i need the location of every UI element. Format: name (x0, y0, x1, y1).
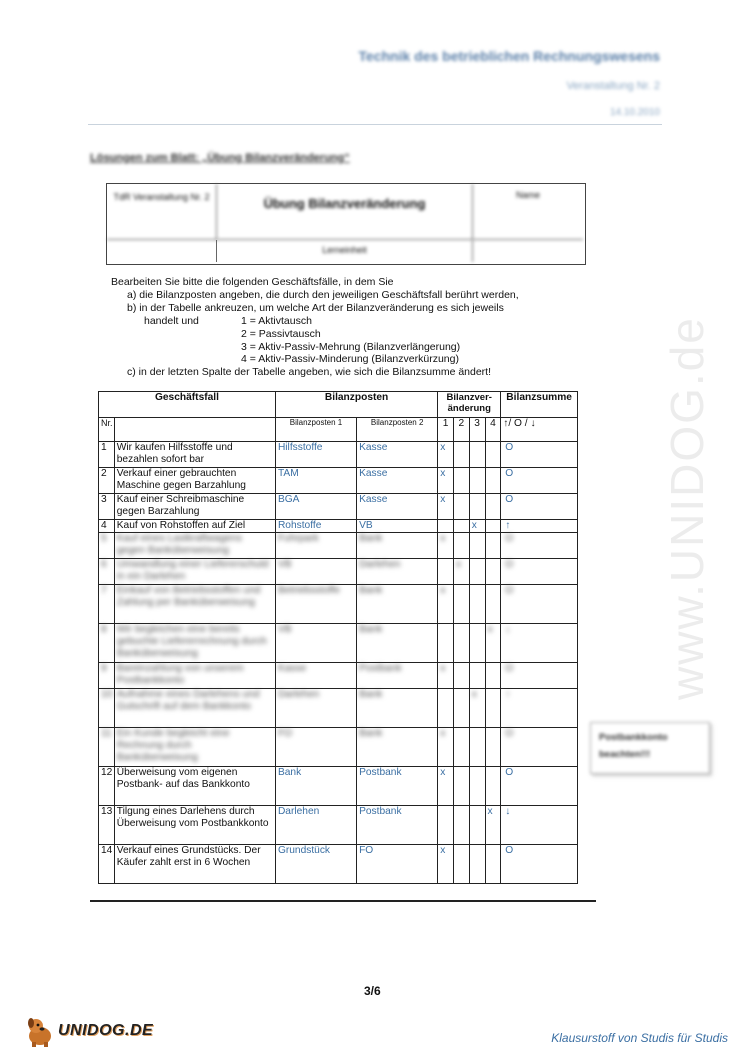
instruction-a: a) die Bilanzposten angeben, die durch den jeweiligen Geschäftsfall berührt werden, (127, 289, 519, 301)
balance-sum-change: O (501, 468, 578, 494)
row-number: 5 (99, 533, 115, 559)
change-type-1: x (438, 585, 454, 624)
table-row (99, 533, 578, 559)
change-type-2 (453, 845, 469, 884)
change-type-4 (485, 559, 501, 585)
balance-item-1: Darlehen (275, 806, 356, 845)
instructions-intro: Bearbeiten Sie bitte die folgenden Geschäftsfälle, in dem Sie (111, 276, 394, 288)
table-row (99, 663, 578, 689)
balance-item-1: Hilfsstoffe (275, 442, 356, 468)
change-type-4 (485, 728, 501, 767)
change-type-2 (453, 767, 469, 806)
header-col-4: 4 (485, 418, 501, 442)
row-number: 13 (99, 806, 115, 845)
change-type-4 (485, 494, 501, 520)
balance-item-2: Kasse (357, 468, 438, 494)
row-number: 8 (99, 624, 115, 663)
table-row (99, 494, 578, 520)
header-balance-items: Bilanzposten (275, 392, 437, 418)
balance-sum-change: ↑ (501, 689, 578, 728)
balance-item-1: Darlehen (275, 689, 356, 728)
business-case-text: Bareinzahlung von unserem Postbankkonto (114, 663, 275, 689)
header-sum-symbols: ↑/ O / ↓ (501, 418, 578, 442)
change-type-3 (469, 585, 485, 624)
balance-item-2: Bank (357, 689, 438, 728)
change-type-2 (453, 520, 469, 533)
change-type-4 (485, 468, 501, 494)
header-divider (88, 124, 662, 125)
table-row (99, 845, 578, 884)
change-type-1 (438, 624, 454, 663)
note-line-2: beachten!!! (599, 749, 651, 760)
table-row (99, 767, 578, 806)
change-type-1: x (438, 442, 454, 468)
page-number: 3/6 (364, 984, 381, 998)
instructions (111, 276, 581, 380)
empty-cell (473, 240, 583, 262)
business-case-text: Kauf von Rohstoffen auf Ziel (114, 520, 275, 533)
business-case-text: Ein Kunde begleicht eine Rechnung durch Banküberweisung (114, 728, 275, 767)
balance-sum-change: O (501, 663, 578, 689)
table-row (99, 520, 578, 533)
business-case-text: Kauf einer Schreibmaschine gegen Barzahlung (114, 494, 275, 520)
logo-text: UNIDOG.DE (58, 1022, 154, 1039)
change-type-3 (469, 845, 485, 884)
balance-item-2: FO (357, 845, 438, 884)
business-case-text: Wir kaufen Hilfsstoffe und bezahlen sofort bar (114, 442, 275, 468)
option-2: 2 = Passivtausch (241, 328, 321, 340)
change-type-3 (469, 533, 485, 559)
header-bp1: Bilanzposten 1 (275, 418, 356, 442)
change-type-3 (469, 468, 485, 494)
balance-sum-change: ↓ (501, 624, 578, 663)
change-type-2 (453, 624, 469, 663)
change-type-3 (469, 728, 485, 767)
balance-sum-change: O (501, 559, 578, 585)
document-date: 14.10.2010 (609, 107, 660, 118)
balance-item-2: Bank (357, 585, 438, 624)
watermark: www.UNIDOG.de (661, 316, 713, 700)
change-type-2 (453, 468, 469, 494)
change-type-2 (453, 442, 469, 468)
balance-item-1: Grundstück (275, 845, 356, 884)
topic-cell: Übung Bilanzveränderung (217, 184, 473, 240)
instruction-b: b) in der Tabelle ankreuzen, um welche Art der Bilanzveränderung es sich jeweils (127, 302, 504, 314)
change-type-1: x (438, 845, 454, 884)
row-number: 1 (99, 442, 115, 468)
business-case-text: Einkauf von Betriebsstoffen und Zahlung per Banküberweisung (114, 585, 275, 624)
change-type-1: x (438, 468, 454, 494)
title-table (106, 183, 586, 265)
balance-item-2: Postbank (357, 663, 438, 689)
event-cell: TdR Veranstaltung Nr. 2 (107, 184, 217, 240)
balance-sum-change: ↓ (501, 806, 578, 845)
header-nr: Nr. (99, 418, 115, 442)
change-type-3: x (469, 520, 485, 533)
table-row (99, 624, 578, 663)
row-number: 4 (99, 520, 115, 533)
balance-sum-change: O (501, 533, 578, 559)
row-number: 14 (99, 845, 115, 884)
balance-sum-change: O (501, 585, 578, 624)
change-type-2 (453, 533, 469, 559)
business-case-text: Überweisung vom eigenen Postbank- auf das Bankkonto (114, 767, 275, 806)
change-type-3 (469, 559, 485, 585)
balance-item-1: Rohstoffe (275, 520, 356, 533)
change-type-1: x (438, 767, 454, 806)
change-type-1: x (438, 533, 454, 559)
row-number: 7 (99, 585, 115, 624)
business-case-text: Wir begleichen eine bereits gebuchte Liefererrechnung durch Banküberweisung (114, 624, 275, 663)
header-bp2: Bilanzposten 2 (357, 418, 438, 442)
table-row (99, 689, 578, 728)
row-number: 6 (99, 559, 115, 585)
table-row (99, 585, 578, 624)
header-business-case: Geschäftsfall (99, 392, 276, 418)
row-number: 11 (99, 728, 115, 767)
business-case-text: Verkauf eines Grundstücks. Der Käufer zahlt erst in 6 Wochen (114, 845, 275, 884)
balance-sum-change: O (501, 767, 578, 806)
balance-sum-change: O (501, 845, 578, 884)
change-type-2 (453, 689, 469, 728)
empty-cell (107, 240, 217, 262)
table-row (99, 728, 578, 767)
table-body (99, 442, 578, 884)
balance-item-1: VB (275, 559, 356, 585)
change-type-4 (485, 767, 501, 806)
change-type-3 (469, 767, 485, 806)
change-type-4 (485, 520, 501, 533)
change-type-2 (453, 663, 469, 689)
change-type-4: x (485, 624, 501, 663)
change-type-4 (485, 533, 501, 559)
balance-item-2: Bank (357, 728, 438, 767)
change-type-2 (453, 728, 469, 767)
balance-sum-change: O (501, 442, 578, 468)
learning-unit-cell: Lerneinheit (217, 240, 473, 262)
change-type-1 (438, 689, 454, 728)
balance-item-2: Kasse (357, 442, 438, 468)
change-type-3 (469, 806, 485, 845)
table-row (99, 468, 578, 494)
business-case-text: Verkauf einer gebrauchten Maschine gegen Barzahlung (114, 468, 275, 494)
change-type-1: x (438, 663, 454, 689)
business-case-text: Kauf eines Lastkraftwagens gegen Banküberweisung (114, 533, 275, 559)
change-type-4 (485, 689, 501, 728)
balance-item-1: Kasse (275, 663, 356, 689)
row-number: 12 (99, 767, 115, 806)
change-type-4 (485, 663, 501, 689)
change-type-1: x (438, 728, 454, 767)
change-type-3 (469, 663, 485, 689)
balance-sum-change: O (501, 494, 578, 520)
change-type-4 (485, 442, 501, 468)
change-type-4 (485, 845, 501, 884)
header-col-1: 1 (438, 418, 454, 442)
table-row (99, 442, 578, 468)
change-type-2 (453, 585, 469, 624)
row-number: 2 (99, 468, 115, 494)
change-type-1 (438, 806, 454, 845)
header-empty (114, 418, 275, 442)
header-col-3: 3 (469, 418, 485, 442)
balance-item-2: Bank (357, 624, 438, 663)
business-case-text: Aufnahme eines Darlehens und Gutschrift auf dem Bankkonto (114, 689, 275, 728)
change-type-4 (485, 585, 501, 624)
change-type-1 (438, 559, 454, 585)
balance-item-1: FO (275, 728, 356, 767)
option-3: 3 = Aktiv-Passiv-Mehrung (Bilanzverlängerung) (241, 341, 461, 353)
document-title: Technik des betrieblichen Rechnungswesens (358, 48, 660, 64)
event-number: Veranstaltung Nr. 2 (566, 80, 660, 92)
postbank-note (590, 722, 710, 774)
balance-item-1: TAM (275, 468, 356, 494)
balance-item-2: Darlehen (357, 559, 438, 585)
change-type-4: x (485, 806, 501, 845)
solution-heading: Lösungen zum Blatt: „Übung Bilanzveränderung“ (90, 152, 350, 164)
change-type-2 (453, 806, 469, 845)
change-type-3: x (469, 689, 485, 728)
option-1: 1 = Aktivtausch (241, 315, 312, 327)
balance-sum-change: O (501, 728, 578, 767)
name-cell: Name (473, 184, 583, 240)
header-balance-change: Bilanzver-änderung (438, 392, 501, 418)
change-type-3 (469, 624, 485, 663)
balance-item-2: Kasse (357, 494, 438, 520)
balance-item-1: Bank (275, 767, 356, 806)
balance-change-table (98, 391, 578, 884)
bottom-divider (90, 900, 596, 902)
change-type-3 (469, 442, 485, 468)
table-row (99, 559, 578, 585)
table-row (99, 806, 578, 845)
instruction-b-cont: handelt und (144, 315, 199, 327)
change-type-2 (453, 494, 469, 520)
balance-item-2: Postbank (357, 806, 438, 845)
footer-slogan: Klausurstoff von Studis für Studis (551, 1031, 728, 1045)
header-col-2: 2 (453, 418, 469, 442)
row-number: 9 (99, 663, 115, 689)
change-type-1 (438, 520, 454, 533)
balance-item-2: Postbank (357, 767, 438, 806)
balance-item-1: Betriebsstoffe (275, 585, 356, 624)
change-type-3 (469, 494, 485, 520)
balance-item-1: Fuhrpark (275, 533, 356, 559)
option-4: 4 = Aktiv-Passiv-Minderung (Bilanzverkürzung) (241, 353, 459, 365)
balance-item-1: BGA (275, 494, 356, 520)
header-balance-sum: Bilanzsumme (501, 392, 578, 418)
balance-item-2: Bank (357, 533, 438, 559)
row-number: 3 (99, 494, 115, 520)
row-number: 10 (99, 689, 115, 728)
balance-item-1: VB (275, 624, 356, 663)
business-case-text: Tilgung eines Darlehens durch Überweisung vom Postbankkonto (114, 806, 275, 845)
change-type-1: x (438, 494, 454, 520)
instruction-c: c) in der letzten Spalte der Tabelle angeben, wie sich die Bilanzsumme ändert! (127, 366, 492, 378)
balance-item-2: VB (357, 520, 438, 533)
note-line-1: Postbankkonto (599, 732, 668, 743)
change-type-2: x (453, 559, 469, 585)
balance-sum-change: ↑ (501, 520, 578, 533)
business-case-text: Umwandlung einer Liefererschuld in ein Darlehen (114, 559, 275, 585)
